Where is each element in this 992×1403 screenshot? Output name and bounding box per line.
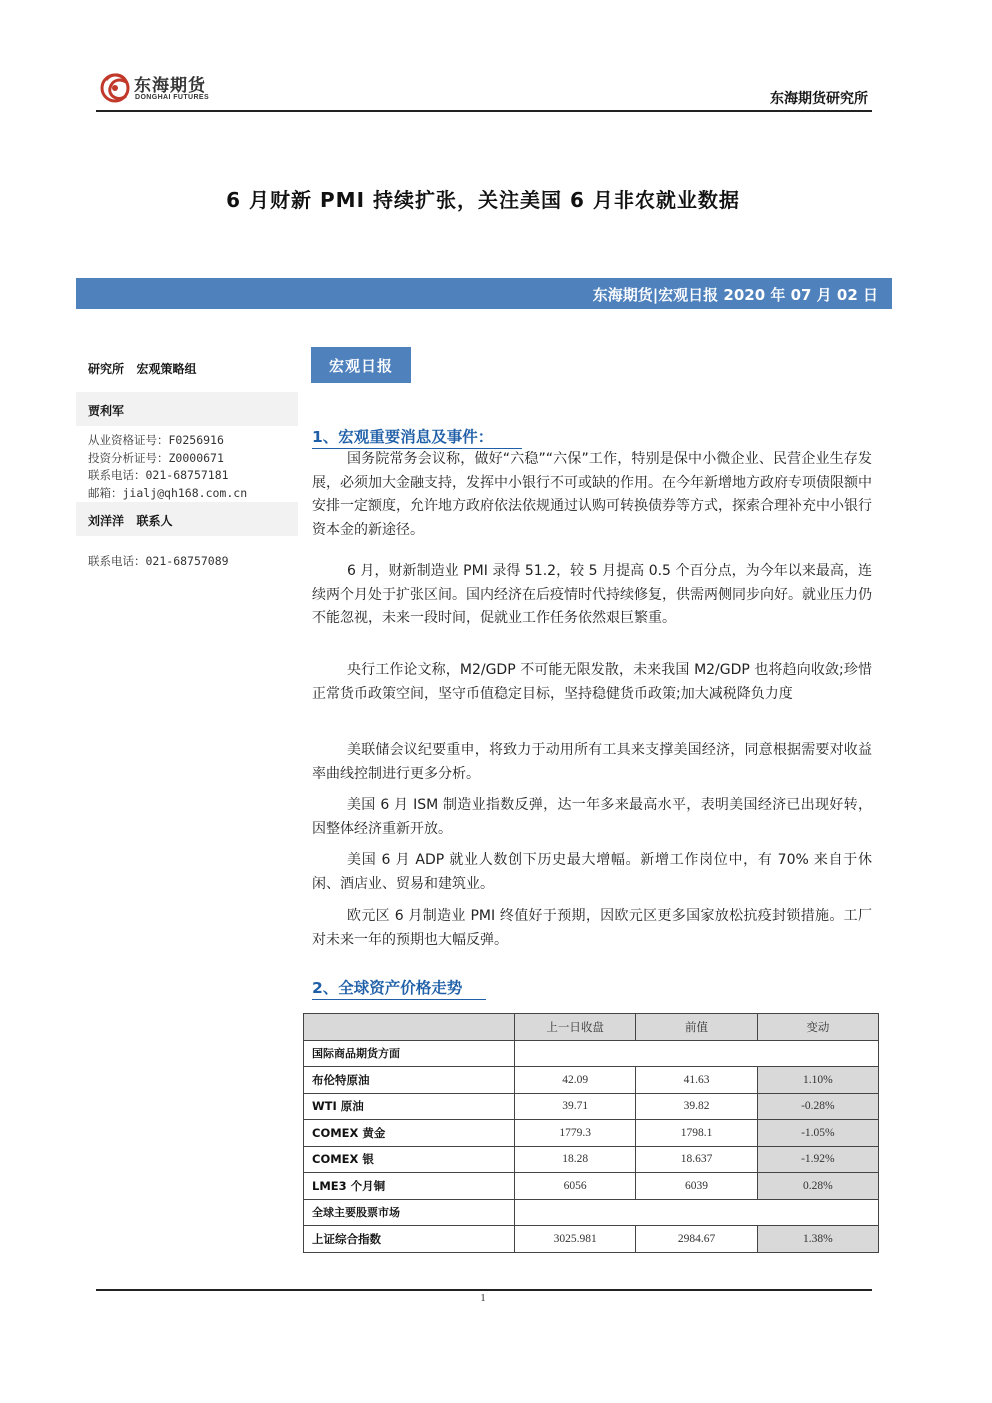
news-paragraph: 美国 6 月 ADP 就业人数创下历史最大增幅。新增工作岗位中，有 70% 来自于休闲、酒店业、贸易和建筑业。 bbox=[312, 852, 872, 892]
group-label: 国际商品期货方面 bbox=[304, 1040, 515, 1067]
asset-name: COMEX 黄金 bbox=[304, 1120, 515, 1147]
asset-price-table bbox=[303, 1013, 879, 1253]
news-paragraph: 央行工作论文称，M2/GDP 不可能无限发散，未来我国 M2/GDP 也将趋向收敛;珍惜正常货币政策空间，坚守币值稳定目标，坚持稳健货币政策;加大减税降负力度 bbox=[312, 662, 872, 702]
change-value: -1.92% bbox=[757, 1146, 878, 1173]
table-group-row bbox=[304, 1040, 879, 1067]
document-title: 6 月财新 PMI 持续扩张，关注美国 6 月非农就业数据 bbox=[226, 188, 740, 212]
change-value: 1.10% bbox=[757, 1067, 878, 1094]
close-value: 18.28 bbox=[514, 1146, 635, 1173]
asset-name: COMEX 银 bbox=[304, 1146, 515, 1173]
logo-english-text: DONGHAI FUTURES bbox=[135, 94, 210, 101]
prev-value: 6039 bbox=[636, 1173, 757, 1200]
asset-name: 上证综合指数 bbox=[304, 1226, 515, 1253]
prev-value: 39.82 bbox=[636, 1093, 757, 1120]
group-empty-cell bbox=[514, 1040, 878, 1067]
group-label: 全球主要股票市场 bbox=[304, 1199, 515, 1226]
section2-heading: 2、全球资产价格走势 bbox=[312, 976, 486, 1000]
dragon-logo-icon bbox=[98, 68, 132, 108]
table-group-row bbox=[304, 1199, 879, 1226]
analyst1-invest-cert: 投资分析证号：Z0000671 bbox=[88, 450, 224, 465]
prev-value: 41.63 bbox=[636, 1067, 757, 1094]
table-row bbox=[304, 1093, 879, 1120]
company-logo bbox=[98, 68, 238, 110]
table-row bbox=[304, 1067, 879, 1094]
news-paragraph: 美国 6 月 ISM 制造业指数反弹，达一年多来最高水平，表明美国经济已出现好转，因整体经济重新开放。 bbox=[312, 797, 872, 837]
change-value: -1.05% bbox=[757, 1120, 878, 1147]
report-type-tag bbox=[311, 347, 411, 383]
analyst-sidebar bbox=[76, 348, 298, 571]
report-type-label: 宏观日报 bbox=[328, 357, 393, 375]
table-row bbox=[304, 1120, 879, 1147]
news-paragraph: 美联储会议纪要重申，将致力于动用所有工具来支撑美国经济，同意根据需要对收益率曲线控制进行更多分析。 bbox=[312, 742, 872, 782]
prev-value: 18.637 bbox=[636, 1146, 757, 1173]
table-row bbox=[304, 1146, 879, 1173]
table-header-cell bbox=[304, 1014, 515, 1041]
table-header-row bbox=[304, 1014, 879, 1041]
close-value: 6056 bbox=[514, 1173, 635, 1200]
analyst1-cert: 从业资格证号：F0256916 bbox=[88, 433, 224, 447]
asset-name: WTI 原油 bbox=[304, 1093, 515, 1120]
analyst1-phone: 联系电话：021-68757181 bbox=[88, 468, 229, 482]
department-label-box bbox=[76, 348, 298, 386]
change-value: 0.28% bbox=[757, 1173, 878, 1200]
department-label: 研究所 宏观策略组 bbox=[88, 362, 197, 376]
footer-divider bbox=[96, 1289, 872, 1291]
news-paragraph: 欧元区 6 月制造业 PMI 终值好于预期，因欧元区更多国家放松抗疫封锁措施。工厂对未来一年的预期也大幅反弹。 bbox=[312, 908, 872, 948]
analyst1-name: 贾利军 bbox=[88, 404, 125, 418]
close-value: 3025.981 bbox=[514, 1226, 635, 1253]
analyst1-name-box bbox=[76, 392, 298, 426]
page-number: 1 bbox=[480, 1292, 486, 1304]
analyst2-phone: 联系电话：021-68757089 bbox=[88, 554, 229, 568]
analyst2-name: 刘洋洋 联系人 bbox=[88, 514, 173, 528]
table-header-cell: 变动 bbox=[757, 1014, 878, 1041]
header-organization: 东海期货研究所 bbox=[770, 91, 868, 107]
change-value: 1.38% bbox=[757, 1226, 878, 1253]
news-paragraph: 国务院常务会议称，做好“六稳”“六保”工作，特别是保中小微企业、民营企业生存发展，必须加大金融支持，发挥中小银行不可或缺的作用。在今年新增地方政府专项债限额中安排一定额度，允许地方政府依法依规通过认购可转换债券等方式，探索合理补充中小银行资本金的新途径。 bbox=[312, 451, 872, 538]
section1-heading: 1、宏观重要消息及事件： bbox=[312, 425, 522, 449]
close-value: 42.09 bbox=[514, 1067, 635, 1094]
change-value: -0.28% bbox=[757, 1093, 878, 1120]
prev-value: 2984.67 bbox=[636, 1226, 757, 1253]
prev-value: 1798.1 bbox=[636, 1120, 757, 1147]
news-paragraph: 6 月，财新制造业 PMI 录得 51.2，较 5 月提高 0.5 个百分点，为今年以来最高，连续两个月处于扩张区间。国内经济在后疫情时代持续修复，供需两侧同步向好。就业压力仍不能忽视，未来一段时间，促就业工作任务依然艰巨繁重。 bbox=[312, 563, 872, 626]
close-value: 39.71 bbox=[514, 1093, 635, 1120]
group-empty-cell bbox=[514, 1199, 878, 1226]
table-row bbox=[304, 1226, 879, 1253]
banner-text: 东海期货|宏观日报 2020 年 07 月 02 日 bbox=[592, 286, 878, 304]
table-row bbox=[304, 1173, 879, 1200]
asset-name: LME3 个月铜 bbox=[304, 1173, 515, 1200]
report-banner bbox=[76, 278, 892, 309]
logo-chinese-text: 东海期货 bbox=[134, 76, 206, 96]
table-header-cell: 上一日收盘 bbox=[514, 1014, 635, 1041]
asset-name: 布伦特原油 bbox=[304, 1067, 515, 1094]
table-header-cell: 前值 bbox=[636, 1014, 757, 1041]
analyst2-name-box bbox=[76, 502, 298, 536]
header-divider bbox=[96, 110, 872, 112]
close-value: 1779.3 bbox=[514, 1120, 635, 1147]
analyst1-email[interactable]: 邮箱：jialj@qh168.com.cn bbox=[88, 485, 248, 500]
